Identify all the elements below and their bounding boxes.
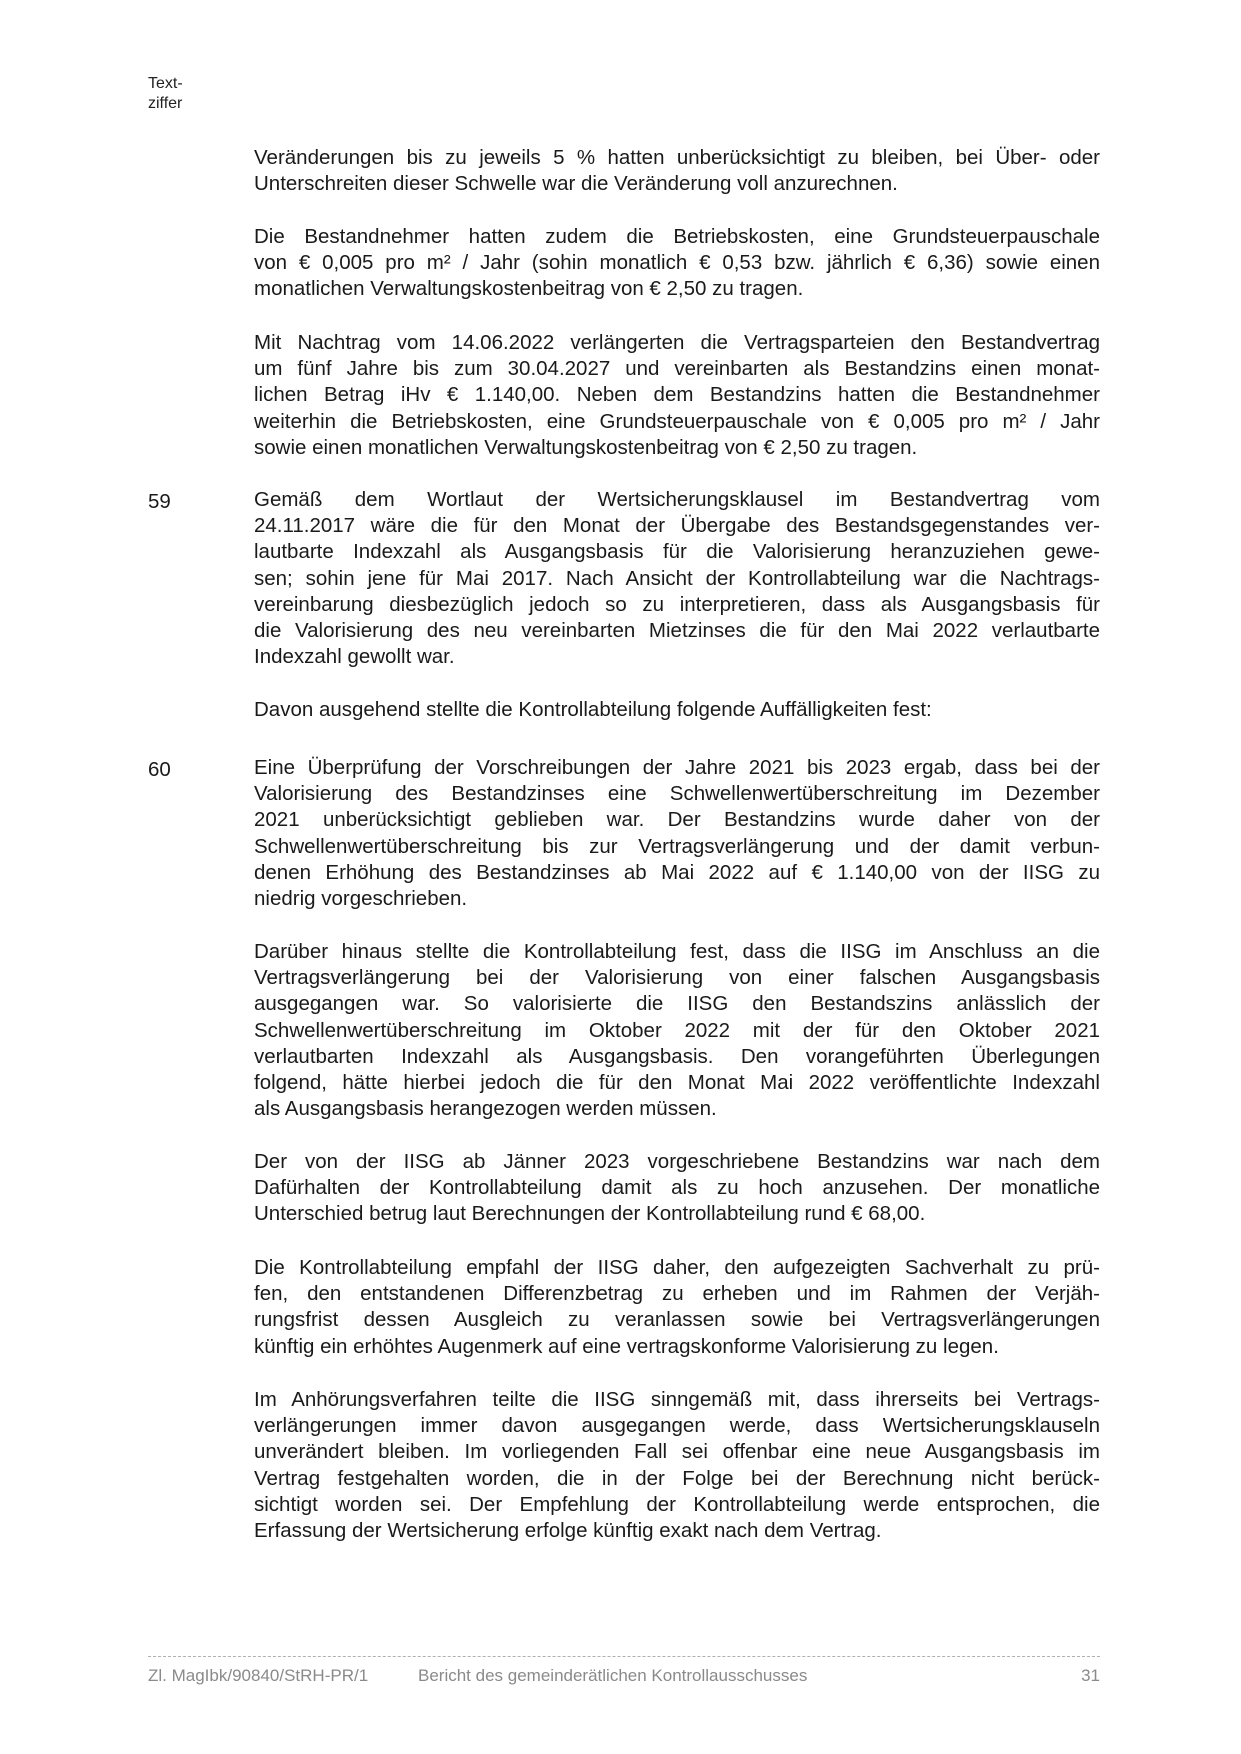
paragraph-p4 (254, 487, 1100, 670)
text-line: lautbarte Indexzahl als Ausgangsbasis für die Valorisierung heranzuziehen gewe- (254, 540, 1100, 564)
text-line: Indexzahl gewollt war. (254, 645, 455, 669)
text-line: vereinbarung diesbezüglich jedoch so zu interpretieren, dass als Ausgangsbasis für (254, 592, 1100, 616)
text-line: Veränderungen bis zu jeweils 5 % hatten unberücksichtigt zu bleiben, bei Über- oder (254, 146, 1100, 169)
text-line: denen Erhöhung des Bestandzinses ab Mai 2022 auf € 1.140,00 von der IISG zu (254, 860, 1100, 884)
text-line: verlautbarten Indexzahl als Ausgangsbasis. Den vorangeführten Überlegungen (254, 1044, 1100, 1068)
text-line: um fünf Jahre bis zum 30.04.2027 und vereinbarten als Bestandzins einen monat- (254, 357, 1100, 381)
text-line: lichen Betrag iHv € 1.140,00. Neben dem Bestandzins hatten die Bestandnehmer (254, 383, 1100, 407)
text-line: die Valorisierung des neu vereinbarten Mietzinses die für den Mai 2022 verlautbarte (254, 618, 1100, 642)
text-line: verlängerungen immer davon ausgegangen werde, dass Wertsicherungsklauseln (254, 1414, 1100, 1438)
footer-title: Bericht des gemeinderätlichen Kontrollausschusses (418, 1666, 808, 1685)
text-line: Mit Nachtrag vom 14.06.2022 verlängerten die Vertragsparteien den Bestandvertrag (254, 331, 1100, 354)
margin-header-textziffer-line1: Text- (148, 75, 183, 92)
text-line: von € 0,005 pro m² / Jahr (sohin monatlich € 0,53 bzw. jährlich € 6,36) sowie einen (254, 251, 1100, 275)
text-line: künftig ein erhöhtes Augenmerk auf eine vertragskonforme Valorisierung zu legen. (254, 1334, 999, 1358)
text-line: Gemäß dem Wortlaut der Wertsicherungsklausel im Bestandvertrag vom (254, 488, 1100, 511)
text-line: monatlichen Verwaltungskostenbeitrag von € 2,50 zu tragen. (254, 277, 804, 301)
text-line: ausgegangen war. So valorisierte die IISG den Bestandszins anlässlich der (254, 992, 1100, 1016)
text-line: niedrig vorgeschrieben. (254, 886, 468, 910)
paragraph-p5 (254, 697, 1100, 723)
text-line: Unterschreiten dieser Schwelle war die Veränderung voll anzurechnen. (254, 172, 898, 196)
text-line: sowie einen monatlichen Verwaltungskostenbeitrag von € 2,50 zu tragen. (254, 435, 918, 459)
paragraph-p10 (254, 1387, 1100, 1544)
text-line: Im Anhörungsverfahren teilte die IISG sinngemäß mit, dass ihrerseits bei Vertrags- (254, 1388, 1100, 1411)
text-line: Dafürhalten der Kontrollabteilung damit als zu hoch anzusehen. Der monatliche (254, 1176, 1100, 1200)
text-line: Davon ausgehend stellte die Kontrollabteilung folgende Auffälligkeiten fest: (254, 698, 932, 721)
text-line: rungsfrist dessen Ausgleich zu veranlassen sowie bei Vertragsverlängerungen (254, 1308, 1100, 1332)
text-line: Vertragsverlängerung bei der Valorisierung von einer falschen Ausgangsbasis (254, 966, 1100, 990)
paragraph-p3 (254, 330, 1100, 461)
paragraph-p7 (254, 939, 1100, 1122)
footer-page-number: 31 (1081, 1666, 1100, 1685)
text-line: Eine Überprüfung der Vorschreibungen der Jahre 2021 bis 2023 ergab, dass bei der (254, 756, 1100, 779)
text-line: Schwellenwertüberschreitung bis zur Vertragsverlängerung und der damit verbun- (254, 834, 1100, 858)
text-line: sen; sohin jene für Mai 2017. Nach Ansicht der Kontrollabteilung war die Nachtrags- (254, 566, 1100, 590)
paragraph-p2 (254, 224, 1100, 303)
text-line: sichtigt worden sei. Der Empfehlung der Kontrollabteilung werde entsprochen, die (254, 1492, 1100, 1516)
footer-reference: Zl. MagIbk/90840/StRH-PR/1 (148, 1666, 369, 1685)
text-line: Erfassung der Wertsicherung erfolge künftig exakt nach dem Vertrag. (254, 1518, 882, 1542)
text-line: Der von der IISG ab Jänner 2023 vorgeschriebene Bestandzins war nach dem (254, 1150, 1100, 1173)
text-line: weiterhin die Betriebskosten, eine Grundsteuerpauschale von € 0,005 pro m² / Jahr (254, 409, 1100, 433)
paragraph-p1 (254, 145, 1100, 197)
text-line: fen, den entstandenen Differenzbetrag zu erheben und im Rahmen der Verjäh- (254, 1282, 1100, 1306)
text-line: 24.11.2017 wäre die für den Monat der Übergabe des Bestandsgegenstandes ver- (254, 514, 1100, 538)
text-line: unverändert bleiben. Im vorliegenden Fall sei offenbar eine neue Ausgangsbasis im (254, 1440, 1100, 1464)
text-line: Darüber hinaus stellte die Kontrollabteilung fest, dass die IISG im Anschluss an die (254, 940, 1100, 963)
text-line: als Ausgangsbasis herangezogen werden müssen. (254, 1097, 717, 1121)
text-line: Unterschied betrug laut Berechnungen der Kontrollabteilung rund € 68,00. (254, 1202, 926, 1226)
text-line: Schwellenwertüberschreitung im Oktober 2022 mit der für den Oktober 2021 (254, 1018, 1100, 1042)
footer-divider (148, 1656, 1100, 1657)
paragraph-p9 (254, 1255, 1100, 1360)
text-line: Vertrag festgehalten worden, die in der Folge bei der Berechnung nicht berück- (254, 1466, 1100, 1490)
text-line: Valorisierung des Bestandzinses eine Schwellenwertüberschreitung im Dezember (254, 782, 1100, 806)
textziffer-number-59: 59 (148, 490, 171, 513)
text-line: 2021 unberücksichtigt geblieben war. Der Bestandzins wurde daher von der (254, 808, 1100, 832)
text-line: folgend, hätte hierbei jedoch die für den Monat Mai 2022 veröffentlichte Indexzahl (254, 1070, 1100, 1094)
text-line: Die Bestandnehmer hatten zudem die Betriebskosten, eine Grundsteuerpauschale (254, 225, 1100, 248)
textziffer-number-60: 60 (148, 758, 171, 781)
paragraph-p6 (254, 755, 1100, 912)
text-line: Die Kontrollabteilung empfahl der IISG daher, den aufgezeigten Sachverhalt zu prü- (254, 1256, 1100, 1279)
margin-header-textziffer-line2: ziffer (148, 95, 183, 112)
paragraph-p8 (254, 1149, 1100, 1228)
